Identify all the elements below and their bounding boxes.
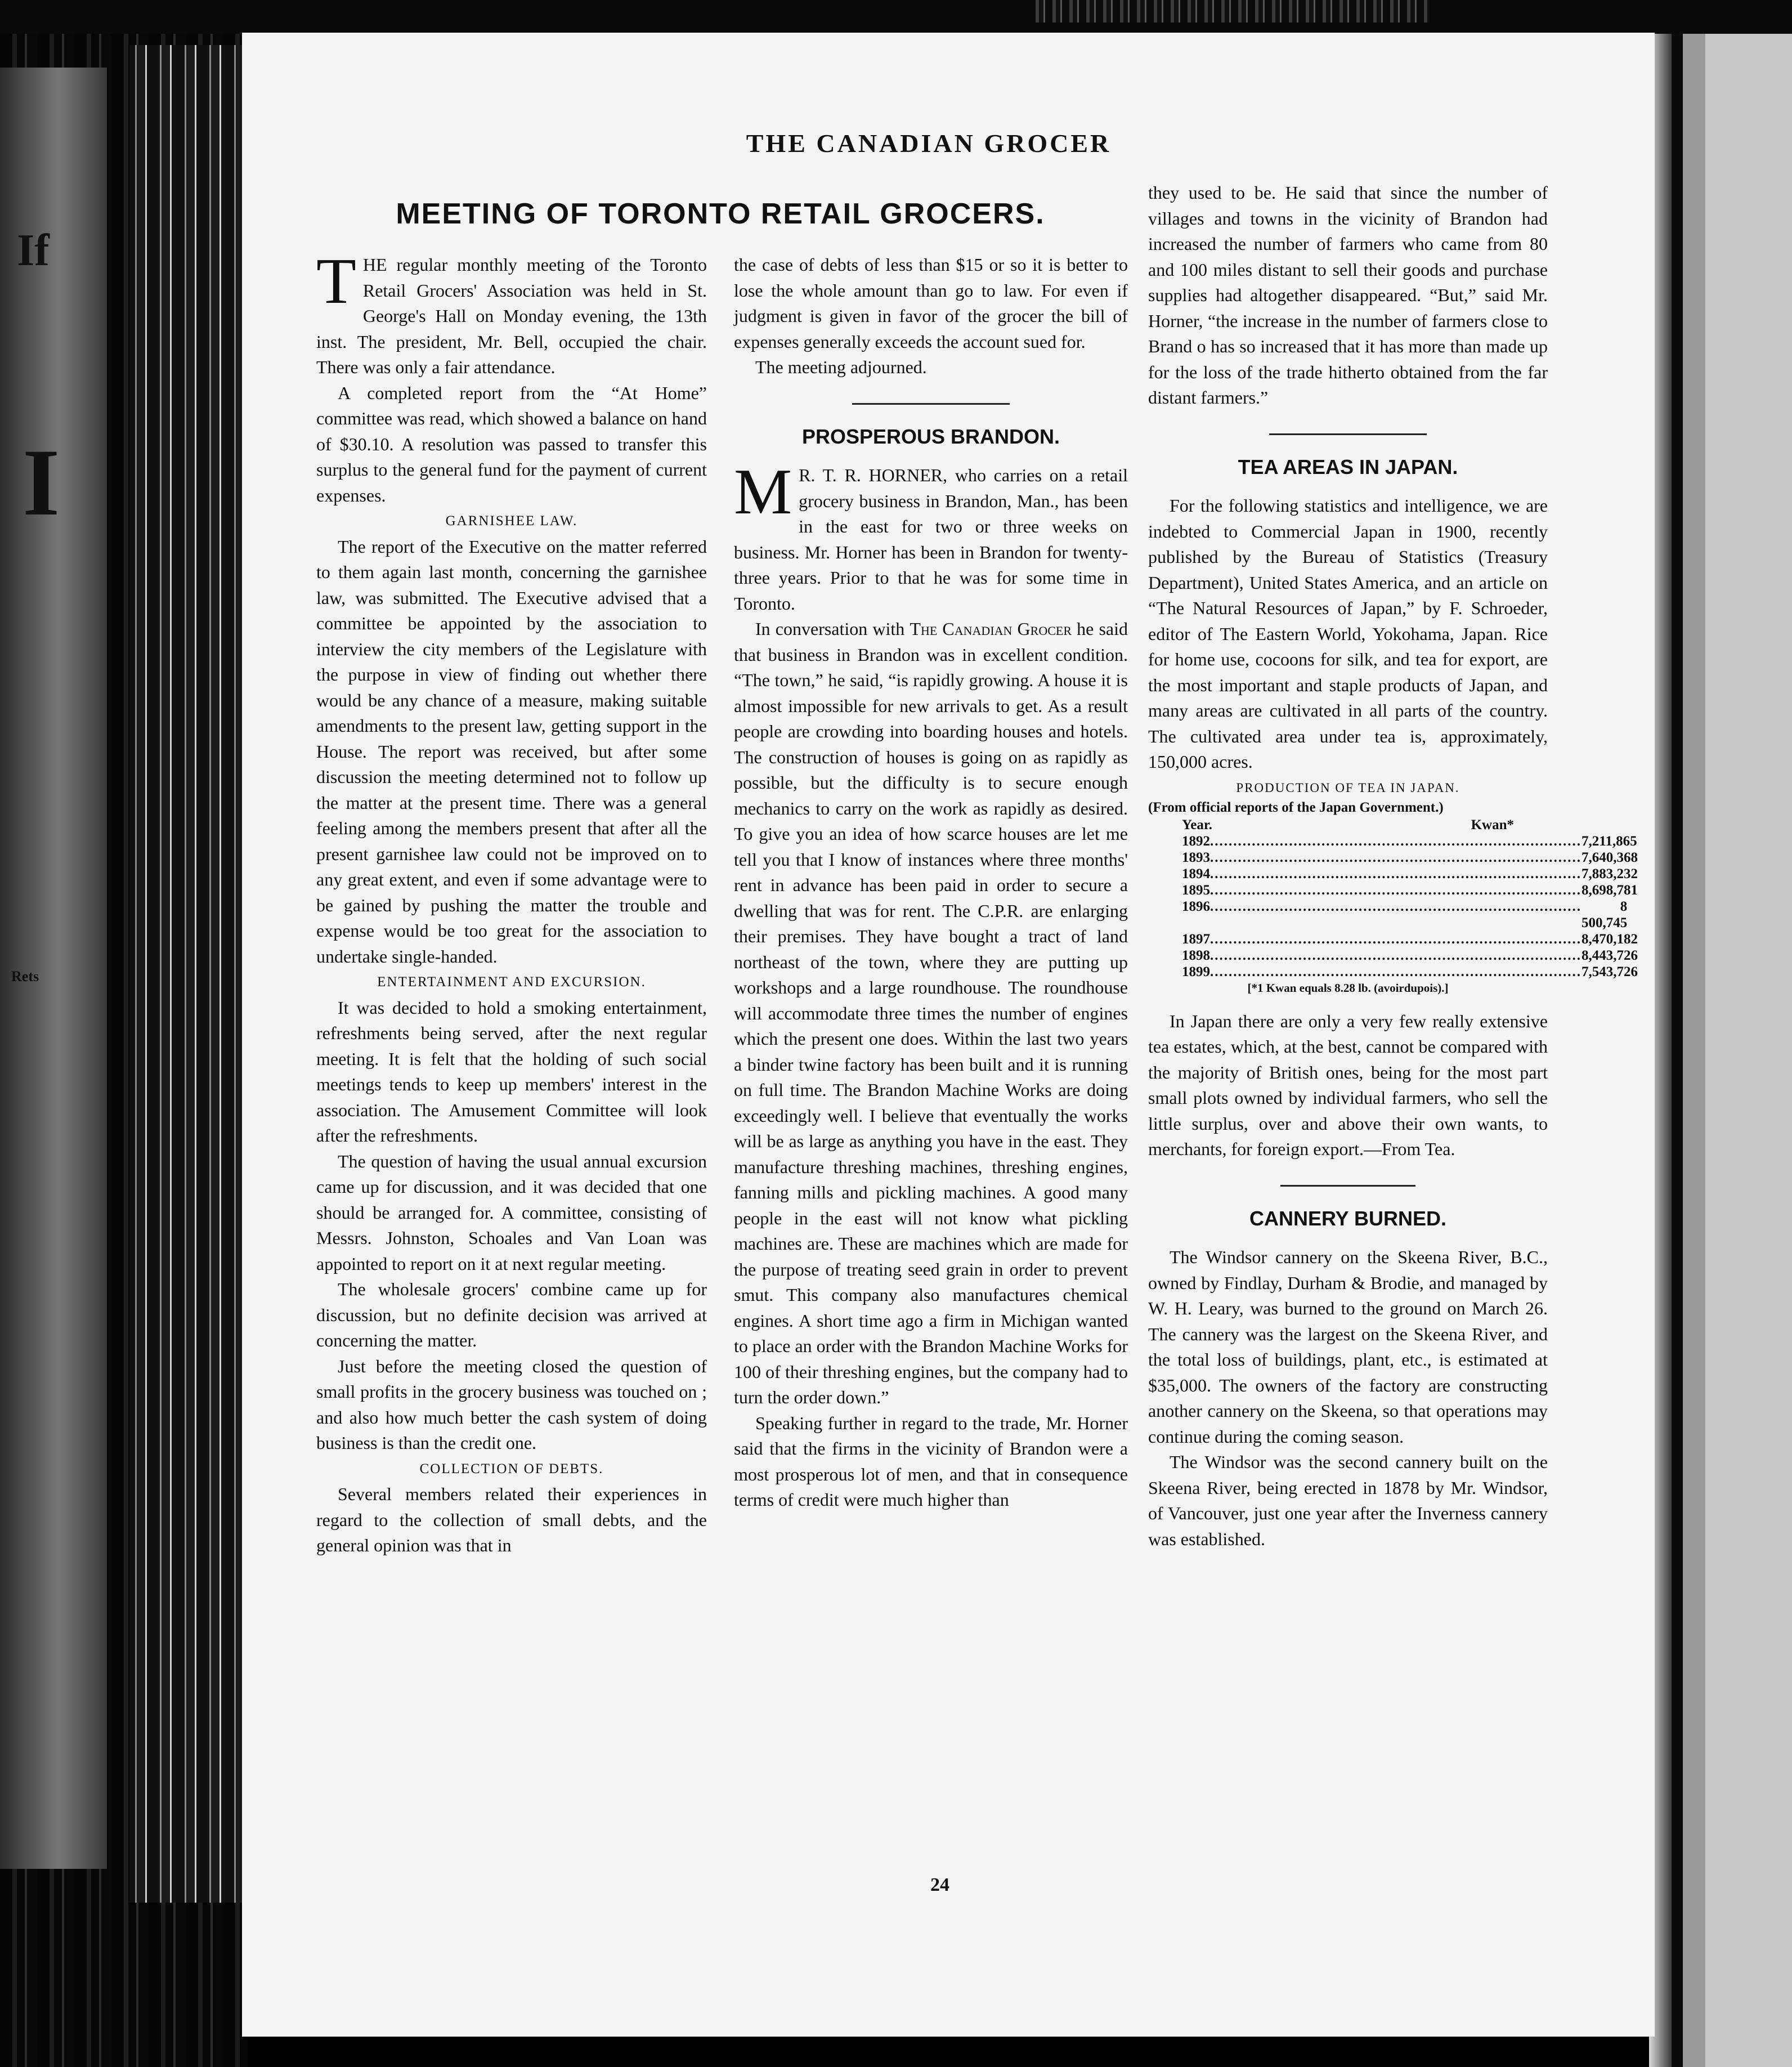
page-stack-edges	[129, 45, 248, 1903]
table-source: (From official reports of the Japan Government.)	[1148, 799, 1444, 815]
subheading: COLLECTION OF DEBTS.	[419, 1461, 604, 1477]
section-divider	[1269, 433, 1427, 435]
paragraph: Several members related their experiences in regard to the collection of small debts, and the general opinion was that in	[316, 1484, 707, 1555]
table-cell-kwan: 7,211,865	[1582, 833, 1637, 849]
table-cell-kwan: 8,443,726	[1582, 947, 1638, 963]
table-cell-kwan: 8,470,182	[1582, 931, 1638, 947]
prev-page-fragment: Rets	[11, 968, 39, 985]
table-row	[1148, 931, 1638, 947]
paragraph-text: HE regular monthly meeting of the Toronto Retail Grocers' Association was held in St. George's Hall on Monday evening, the 13th inst. The president, Mr. Bell, occupied the chair. There was only a fair attendance.	[316, 254, 707, 377]
table-cell-year: 1898	[1182, 947, 1210, 963]
table-row	[1148, 882, 1638, 898]
tea-production-table	[1148, 780, 1638, 996]
article-title: MEETING OF TORONTO RETAIL GROCERS.	[396, 198, 1045, 230]
subheading: ENTERTAINMENT AND EXCURSION.	[377, 974, 646, 990]
paragraph	[734, 616, 1128, 1411]
table-cell-kwan: 7,543,726	[1582, 964, 1638, 979]
leader-dots: ................................................................................	[1210, 947, 1582, 963]
table-cell-kwan: 7,883,232	[1582, 866, 1638, 882]
paragraph: they used to be. He said that since the number of villages and towns in the vicinity of Brandon had increased the number of farmers who came from 80 and 100 miles distant to sell their goods and purchase supplies had altogether disappeared. “But,” said Mr. Horner, “the increase in the number of farmers close to Brand o has so increased that it has more than made up for the loss of the trade hitherto obtained from the far distant farmers.”	[1148, 182, 1548, 408]
table-row	[1148, 898, 1628, 931]
table-cell-year: 1899	[1182, 964, 1210, 979]
previous-page-edge	[0, 68, 107, 1869]
leader-dots: ................................................................................	[1210, 898, 1582, 914]
table-body	[1148, 833, 1638, 980]
column-3	[1148, 180, 1638, 1552]
table-footnote: [*1 Kwan equals 8.28 lb. (avoirdupois).]	[1247, 981, 1449, 995]
section-divider	[852, 403, 1010, 405]
leader-dots: ................................................................................	[1210, 964, 1582, 979]
publication-name: The Canadian Grocer	[910, 619, 1072, 639]
column-header-year: Year.	[1182, 817, 1212, 833]
paragraph: The wholesale grocers' combine came up for discussion, but no definite decision was arrived at concerning the matter.	[316, 1279, 707, 1350]
leader-dots: ................................................................................	[1210, 931, 1582, 947]
leader-dots: ................................................................................	[1210, 866, 1582, 882]
drop-cap: T	[316, 245, 356, 317]
paragraph: The question of having the usual annual excursion came up for discussion, and it was decided that one should be arranged for. A committee, consisting of Messrs. Johnston, Schoales and Van Loan was appointed to report on it at next regular meeting.	[316, 1151, 707, 1274]
table-cell-year: 1896	[1182, 898, 1210, 914]
table-cell-year: 1892	[1182, 833, 1210, 849]
table-cell-year: 1895	[1182, 882, 1210, 898]
table-cell-kwan: 7,640,368	[1582, 849, 1638, 865]
paragraph: A completed report from the “At Home” committee was read, which showed a balance on hand of $30.10. A resolution was passed to transfer this surplus to the general fund for the payment of current expenses.	[316, 382, 707, 505]
paragraph	[734, 456, 1128, 616]
table-row	[1148, 964, 1638, 980]
section-heading: TEA AREAS IN JAPAN.	[1238, 455, 1458, 478]
table-cell-kwan: 8 500,745	[1582, 898, 1628, 930]
paragraph: The Windsor cannery on the Skeena River, B.C., owned by Findlay, Durham & Brodie, and managed by W. H. Leary, was burned to the ground on March 26. The cannery was the largest on the Skeena River, and the total loss of buildings, plant, etc., is estimated at $35,000. The owners of the factory are constructing another cannery on the Skeena, so that operations may continue during the coming season.	[1148, 1247, 1548, 1447]
table-row	[1148, 866, 1638, 882]
paragraph: Just before the meeting closed the question of small profits in the grocery business was touched on ; and also how much better the cash system of doing business is than the credit one.	[316, 1355, 707, 1453]
paragraph	[316, 245, 707, 381]
paragraph: The meeting adjourned.	[755, 357, 927, 377]
table-cell-kwan: 8,698,781	[1582, 882, 1638, 898]
paragraph: The Windsor was the second cannery built on the Skeena River, being erected in 1878 by Mr. Windsor, of Vancouver, just one year after the Inverness cannery was established.	[1148, 1452, 1548, 1549]
paragraph: The report of the Executive on the matter referred to them again last month, concerning the garnishee law, was submitted. The Executive advised that a committee be appointed by the association to interview the city members of the Legislature with the purpose in view of finding out whether there would be any chance of a measure, making suitable amendments to the present law, getting support in the House. The report was received, but after some discussion the meeting determined not to follow up the matter at the present time. There was a general feeling among the members present that after all the present garnishee law could not be improved on to any great extent, and even if some advantage were to be gained by pushing the matter the trouble and expense would be too great for the association to undertake single-handed.	[316, 536, 707, 967]
section-heading: PROSPEROUS BRANDON.	[801, 424, 1060, 448]
table-cell-year: 1897	[1182, 931, 1210, 947]
paragraph: In Japan there are only a very few really extensive tea estates, which, at the best, cannot be compared with the majority of British ones, being for the most part small plots owned by individual farmers, who sell the little surplus, over and above their own wants, to merchants, for foreign export.—From Tea.	[1148, 1010, 1548, 1159]
column-2	[734, 252, 1128, 1513]
paragraph-text: he said that business in Brandon was in excellent condition. “The town,” he said, “is rapidly growing. A house it is almost impossible for new arrivals to get. As a result people are crowding into boarding houses and hotels. The construction of houses is going on as rapidly as possible, but the difficulty is to secure enough mechanics to carry on the work as rapidly as desired. To give you an idea of how scarce houses are let me tell you that I know of instances where three months' rent in advance has been paid in order to secure a dwelling that was for rent. The C.P.R. are enlarging their premises. They have bought a tract of land northeast of the town, where they are putting up workshops and a large roundhouse. The roundhouse will accommodate three times the number of engines which the present one does. Within the last two years a binder twine factory has been built and it is running on full time. The Brandon Machine Works are doing exceedingly well. I believe that eventually the works will be as large as anything you have in the east. They manufacture threshing machines, threshing engines, fanning mills and pickling machines. A good many people in the east will not know what pickling machines are. These are machines which are made for the purpose of treating seed grain in order to prevent smut. This company also manufactures chemical engines. A short time ago a firm in Michigan wanted to place an order with the Brandon Machine Works for 100 of their threshing engines, but the company had to turn the order down.”	[734, 619, 1128, 1407]
leader-dots: ................................................................................	[1210, 833, 1582, 849]
table-header	[1148, 817, 1548, 833]
paragraph: Speaking further in regard to the trade, Mr. Horner said that the firms in the vicinity of Brandon were a most prosperous lot of men, and that in consequence terms of credit were much higher than	[734, 1412, 1128, 1510]
next-page-edge	[1672, 34, 1792, 2067]
prev-page-fragment: I	[23, 429, 60, 535]
running-head: THE CANADIAN GROCER	[746, 129, 1112, 158]
paragraph-text: R. T. R. HORNER, who carries on a retail grocery business in Brandon, Man., has been in the east for two or three weeks on business. Mr. Horner has been in Brandon for twenty-three years. Prior to that he was for some time in Toronto.	[734, 465, 1128, 614]
table-cell-year: 1893	[1182, 849, 1210, 865]
table-row	[1148, 947, 1638, 964]
leader-dots: ................................................................................	[1210, 882, 1582, 898]
leader-dots: ................................................................................	[1210, 849, 1582, 865]
table-row	[1148, 833, 1637, 849]
paragraph: For the following statistics and intelligence, we are indebted to Commercial Japan in 1900, recently published by the Bureau of Statistics (Treasury Department), United States America, and an article on “The Natural Resources of Japan,” by F. Schroeder, editor of The Eastern World, Yokohama, Japan. Rice for home use, cocoons for silk, and tea for export, are the most important and staple products of Japan, and many areas are cultivated in all parts of the country. The cultivated area under tea is, approximately, 150,000 acres.	[1148, 495, 1548, 772]
paragraph: It was decided to hold a smoking entertainment, refreshments being served, after the next regular meeting. It is felt that the holding of such social meetings tends to keep up members' interest in the association. The Amusement Committee will look after the refreshments.	[316, 997, 707, 1146]
column-header-kwan: Kwan*	[1471, 817, 1514, 833]
scan-top-noise	[1036, 0, 1430, 23]
section-divider	[1280, 1185, 1415, 1187]
column-1	[316, 245, 707, 1559]
paragraph-text: In conversation with	[755, 619, 910, 639]
table-cell-year: 1894	[1182, 866, 1210, 882]
section-heading: CANNERY BURNED.	[1249, 1206, 1447, 1230]
table-row	[1148, 849, 1638, 866]
paragraph: the case of debts of less than $15 or so it is better to lose the whole amount than go to law. For even if judgment is given in favor of the grocer the bill of expenses generally exceeds the account sued for.	[734, 254, 1128, 352]
subheading: GARNISHEE LAW.	[445, 513, 578, 529]
page-number: 24	[930, 1874, 949, 1895]
prev-page-fragment: If	[17, 226, 50, 275]
table-caption: PRODUCTION OF TEA IN JAPAN.	[1236, 780, 1460, 795]
drop-cap: M	[734, 456, 792, 528]
